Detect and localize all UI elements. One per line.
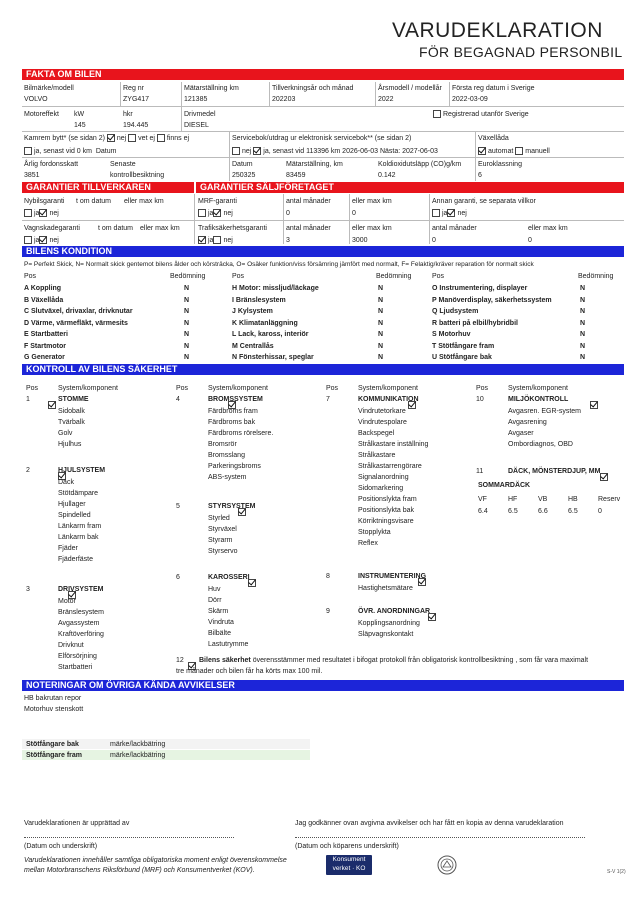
nybil-label: Nybilsgaranti (24, 198, 65, 205)
tread-value-1: 6.4 (478, 508, 488, 515)
nybil-ja-checkbox[interactable] (24, 209, 32, 217)
vagn-nej-checkbox[interactable] (39, 236, 47, 244)
kondition-item-3-6: T Stötfångare fram (432, 342, 495, 350)
kontroll-group-title-2: HJULSYSTEM (58, 467, 106, 474)
annan-antal-label: antal månader (432, 225, 477, 232)
kontroll-item-7-3: Backspegel (358, 430, 395, 437)
value-euro: 6 (478, 172, 482, 179)
kontroll-item-9-1: Kopplingsanordning (358, 620, 420, 627)
kondition-item-2-2: I Bränslesystem (232, 296, 286, 304)
kontroll-item-8-1: Hastighetsmätare (358, 585, 413, 592)
label-latest: Senaste (110, 161, 136, 168)
mrf-choice: ja nej (198, 209, 233, 218)
kamrem-vetej-checkbox[interactable] (128, 134, 136, 142)
kontroll-item-4-7: ABS-system (208, 474, 247, 481)
kontroll-group-number-8: 8 (326, 573, 330, 580)
kondition-item-1-3: C Slutväxel, drivaxlar, drivknutar (24, 308, 133, 315)
annan-choice: ja nej (432, 209, 467, 218)
kondition-rating-1-5: N (184, 331, 190, 338)
tread-value-4: 6.5 (568, 508, 578, 515)
kontroll-group-checkbox-1[interactable] (48, 401, 56, 409)
label-kw: kW (74, 111, 85, 118)
kontroll-item-6-5: Bilbälte (208, 630, 231, 637)
kontroll-item-1-3: Golv (58, 430, 73, 437)
kondition-pos-header-2: Pos (232, 273, 245, 280)
kontroll-pos-header-2: Pos (176, 385, 189, 392)
value-regnr: ZYG417 (123, 96, 150, 103)
note-line-1: HB bakrutan repor (24, 695, 82, 702)
kontroll-item-1-2: Tvärbalk (58, 419, 85, 426)
mrf-months: 0 (286, 210, 290, 217)
nybil-choice: ja nej (24, 209, 59, 218)
value-mileage: 121385 (184, 96, 208, 103)
mrf-max-label: eller max km (352, 198, 392, 205)
item12-text: Bilens säkerhet överensstämmer med resultatet i bifogat protokoll från obligatorisk kontrollbesiktning , som får vara maximalt (199, 657, 589, 664)
kondition-rating-3-1: N (580, 285, 586, 292)
section-header-garanti-tillverkare: GARANTIER TILLVERKAREN (22, 182, 194, 193)
kontroll-item-6-3: Skärm (208, 608, 229, 615)
tread-header-2: HF (508, 496, 518, 503)
kontroll-group-number-3: 3 (26, 586, 30, 593)
kamrem-ja-checkbox[interactable] (24, 147, 32, 155)
tread-value-5: 0 (598, 508, 602, 515)
kondition-rating-2-6: N (378, 342, 384, 350)
kontroll-item-3-3: Avgassystem (58, 620, 100, 627)
kontroll-sys-header-2: System/komponent (208, 385, 268, 392)
kontroll-sys-header-3: System/komponent (358, 385, 418, 392)
kontroll-item-7-10: Positionslykta bak (358, 507, 415, 514)
kontroll-item-6-6: Lastutrymme (208, 641, 249, 648)
label-inspection-km: Mätarställning, km (286, 161, 343, 168)
tread-value-2: 6.5 (508, 508, 518, 515)
kamrem-senast-row: ja, senast vid 0 km Datum (24, 147, 116, 156)
label-manufacture: Tillverkningsår och månad (272, 85, 354, 92)
kondition-rating-1-4: N (184, 319, 190, 327)
kontroll-item-10-1: Avgasren. EGR-system (508, 408, 582, 415)
vagn-choice: ja nej (24, 236, 59, 245)
kontroll-group-title-6: KAROSSERI (208, 574, 250, 581)
value-modelyear: 2022 (378, 96, 394, 103)
kondition-rating-1-3: N (184, 308, 190, 315)
tread-header-5: Reserv (598, 496, 621, 503)
note-line-2: Motorhuv stenskott (24, 706, 84, 713)
kontroll-item-4-4: Bromsrör (208, 441, 237, 448)
kontroll-item-5-3: Styrarm (208, 537, 233, 544)
kondition-pos-header-1: Pos (24, 273, 37, 280)
kondition-rating-3-5: N (580, 331, 586, 338)
annan-nej-checkbox[interactable] (447, 209, 455, 217)
trafik-ja-checkbox[interactable] (198, 236, 206, 244)
kontroll-group-number-7: 7 (326, 396, 330, 403)
nybil-tom-label: t om datum (76, 198, 112, 205)
tread-header-1: VF (478, 496, 487, 503)
gearbox-auto-checkbox[interactable] (478, 147, 486, 155)
note-row-label-1: Stötfångare bak (26, 741, 79, 748)
kontroll-item-5-4: Styrservo (208, 548, 238, 555)
kondition-item-3-3: Q Ljudsystem (432, 308, 479, 315)
kondition-bed-header-1: Bedömning (170, 273, 206, 280)
kontroll-group-title-7: KOMMUNIKATION (358, 396, 419, 403)
kontroll-item-2-7: Fjäder (58, 545, 78, 552)
note-row-label-2: Stötfångare fram (26, 752, 83, 759)
kontroll-item-2-8: Fjäderfäste (58, 556, 94, 563)
kontroll-item-6-2: Dörr (208, 597, 222, 604)
tread-value-3: 6.6 (538, 508, 548, 515)
trafik-months: 3 (286, 237, 290, 244)
label-euro: Euroklassning (478, 161, 522, 168)
kondition-bed-header-2: Bedömning (376, 273, 412, 280)
label-fuel: Drivmedel (184, 111, 216, 118)
kamrem-finnsej-checkbox[interactable] (157, 134, 165, 142)
kontroll-group-number-4: 4 (176, 396, 180, 403)
kontroll-item-4-2: Färdbroms bak (208, 419, 256, 426)
note-row-value-1: märke/lackbätring (110, 741, 166, 748)
document-title: VARUDEKLARATION (392, 19, 603, 42)
kondition-item-2-1: H Motor: missljud/läckage (232, 285, 319, 292)
kondition-item-2-7: N Fönsterhissar, speglar (232, 354, 314, 361)
kontroll-group-title-9: ÖVR. ANORDNINGAR (358, 608, 431, 615)
gearbox-manual-checkbox[interactable] (515, 147, 523, 155)
kontroll-item-4-3: Färdbroms rörelsere. (208, 430, 274, 437)
kondition-item-3-2: P Manöverdisplay, säkerhetssystem (432, 296, 552, 304)
page-reference: S-V 1(2) (607, 869, 626, 875)
seller-signature-line[interactable] (24, 837, 234, 838)
vagn-label: Vagnskadegaranti (24, 225, 80, 232)
kamrem-nej-checkbox[interactable] (107, 134, 115, 142)
kondition-item-2-6: M Centrallås (232, 342, 274, 350)
registered-abroad[interactable]: Registrerad utanför Sverige (433, 110, 529, 119)
kondition-rating-3-7: N (580, 354, 586, 361)
annan-ja-checkbox[interactable] (432, 209, 440, 217)
kontroll-item-9-2: Släpvagnskontakt (358, 631, 414, 638)
section-header-kondition: BILENS KONDITION (22, 246, 624, 257)
vagn-tom-label: t om datum (98, 225, 134, 232)
kontroll-item-7-6: Strålkastarrengörare (358, 463, 422, 470)
kontroll-group-title-11: DÄCK, MÖNSTERDJUP, MM (508, 468, 601, 475)
kontroll-group-title-10: MILJÖKONTROLL (508, 396, 569, 403)
service-row: nej ja, senast vid 113396 km 2026-06-03 Nästa: 2027-06-03 (232, 147, 438, 156)
footer-text-1: Varudeklarationen innehåller samtliga obligatoriska moment enligt överenskommelse (24, 857, 287, 864)
kondition-rating-3-4: N (580, 319, 586, 327)
kontroll-item-6-4: Vindruta (208, 619, 234, 626)
item12-number: 12 (176, 657, 184, 664)
kondition-item-1-2: B Växellåda (24, 296, 64, 304)
section-header-noteringar: NOTERINGAR OM ÖVRIGA KÄNDA AVVIKELSER (22, 680, 624, 691)
footer-text-2: mellan Motorbranschens Riksförbund (MRF) och Konsumentverket (KOV). (24, 867, 255, 874)
kontroll-pos-header-4: Pos (476, 385, 489, 392)
kontroll-item-3-4: Kraftöverföring (58, 631, 104, 638)
kondition-rating-3-3: N (580, 308, 586, 315)
mrf-label: MRF-garanti (198, 198, 237, 205)
kontroll-item-3-7: Startbatteri (58, 664, 93, 671)
nybil-nej-checkbox[interactable] (39, 209, 47, 217)
vagn-ja-checkbox[interactable] (24, 236, 32, 244)
trafik-max-label: eller max km (352, 225, 392, 232)
kondition-rating-2-4: N (378, 319, 384, 327)
label-regnr: Reg nr (123, 85, 145, 92)
kondition-legend: P= Perfekt Skick, N= Normalt skick gentemot bilens ålder och körsträcka, O= Osäker funktion/viss försämring jämfört med normalt, F= Felaktig/kräver reparation för normalt skick (24, 261, 534, 268)
kontroll-item-7-12: Stopplykta (358, 529, 391, 536)
service-ja-checkbox[interactable] (253, 147, 261, 155)
label-inspection-date: Datum (232, 161, 253, 168)
kondition-rating-1-1: N (184, 285, 190, 292)
value-hkr: 194.445 (123, 122, 149, 129)
kondition-item-1-7: G Generator (24, 354, 65, 361)
kontroll-item-1-1: Sidobalk (58, 408, 85, 415)
item12-text2: tre månader och bilen får ha körts max 100 mil. (176, 668, 323, 675)
seller-signature-caption: (Datum och underskrift) (24, 843, 98, 850)
kontroll-item-4-1: Färdbroms fram (208, 408, 258, 415)
kontroll-item-3-2: Bränslesystem (58, 609, 104, 616)
value-co2: 0.142 (378, 172, 396, 179)
kontroll-item-6-1: Huv (208, 586, 221, 593)
seller-signature-label: Varudeklarationen är upprättad av (24, 820, 130, 827)
kontroll-group-number-10: 10 (476, 396, 484, 403)
kontroll-item-7-9: Positionslykta fram (358, 496, 417, 503)
kontroll-group-number-6: 6 (176, 574, 180, 581)
kontroll-group-title-1: STOMME (58, 396, 89, 403)
buyer-signature-label: Jag godkänner ovan avgivna avvikelser och har fått en kopia av denna varudeklaration (295, 820, 564, 827)
kontroll-item-10-2: Avgasrening (508, 419, 547, 426)
gearbox-label: Växellåda (478, 135, 509, 142)
kondition-item-1-5: E Startbatteri (24, 331, 68, 338)
kontroll-item-4-6: Parkeringsbroms (208, 463, 261, 470)
kontroll-item-2-4: Spindelled (58, 512, 91, 519)
value-kw: 145 (74, 122, 86, 129)
annan-max-label: eller max km (528, 225, 568, 232)
vagn-max-label: eller max km (140, 225, 180, 232)
kontroll-item-4-5: Bromsslang (208, 452, 245, 459)
label-tax: Årlig fordonsskatt (24, 161, 79, 168)
trafik-antal-label: antal månader (286, 225, 331, 232)
kondition-bed-header-3: Bedömning (578, 273, 614, 280)
service-nej-checkbox[interactable] (232, 147, 240, 155)
kondition-item-3-7: U Stötfångare bak (432, 354, 492, 361)
nybil-max-label: eller max km (124, 198, 164, 205)
kontroll-item-1-4: Hjulhus (58, 441, 82, 448)
kontroll-group-number-2: 2 (26, 467, 30, 474)
value-inspection-date: 250325 (232, 172, 256, 179)
annan-months: 0 (432, 237, 436, 244)
kontroll-group-title-3: DRIVSYSTEM (58, 586, 104, 593)
kontroll-item-2-1: Däck (58, 479, 74, 486)
kontroll-item-3-1: Motor (58, 598, 76, 605)
document-subtitle: FÖR BEGAGNAD PERSONBIL (419, 44, 623, 60)
kontroll-group-number-1: 1 (26, 396, 30, 403)
value-fuel: DIESEL (184, 122, 209, 129)
tread-header-3: VB (538, 496, 548, 503)
tread-header-4: HB (568, 496, 578, 503)
sommardack-label: SOMMARDÄCK (478, 482, 531, 489)
kontroll-pos-header-3: Pos (326, 385, 339, 392)
kontroll-item-7-13: Reflex (358, 540, 378, 547)
section-header-fakta: FAKTA OM BILEN (22, 69, 624, 80)
section-header-garanti-saljare: GARANTIER SÄLJFÖRETAGET (196, 182, 624, 193)
kondition-pos-header-3: Pos (432, 273, 445, 280)
kontroll-item-10-4: Ombordiagnos, OBD (508, 441, 573, 448)
buyer-signature-line[interactable] (295, 837, 585, 838)
value-manufacture: 202203 (272, 96, 296, 103)
kondition-rating-3-6: N (580, 342, 586, 350)
trafik-choice: ja nej (198, 236, 233, 245)
kondition-item-1-4: D Värme, värmefläkt, värmesits (24, 319, 128, 327)
trafik-label: Trafiksäkerhetsgaranti (198, 225, 267, 232)
kontroll-group-checkbox-10[interactable] (590, 401, 598, 409)
buyer-signature-caption: (Datum och köparens underskrift) (295, 843, 399, 850)
value-brand: VOLVO (24, 96, 48, 103)
kontroll-group-title-4: BROMSSYSTEM (208, 396, 263, 403)
kontroll-item-3-5: Drivknut (58, 642, 84, 649)
kontroll-group-number-9: 9 (326, 608, 330, 615)
value-tax: 3851 (24, 172, 40, 179)
mrf-seal-icon (437, 855, 457, 880)
value-inspection-km: 83459 (286, 172, 306, 179)
label-mileage: Mätarställning km (184, 85, 239, 92)
mrf-km: 0 (352, 210, 356, 217)
kontroll-item-2-6: Länkarm bak (58, 534, 99, 541)
note-row-value-2: märke/lackbätring (110, 752, 166, 759)
kontroll-item-7-11: Körriktningsvisare (358, 518, 414, 525)
trafik-km: 3000 (352, 237, 368, 244)
trafik-nej-checkbox[interactable] (213, 236, 221, 244)
kontroll-item-7-7: Signalanordning (358, 474, 409, 481)
value-latest: kontrollbesiktning (110, 172, 165, 179)
kontroll-group-title-5: STYRSYSTEM (208, 503, 256, 510)
mrf-antal-label: antal månader (286, 198, 331, 205)
kamrem-row: Kamrem bytt* (se sidan 2) nej vet ej finns ej (24, 135, 190, 142)
kontroll-sys-header-4: System/komponent (508, 385, 568, 392)
kondition-rating-2-3: N (378, 308, 384, 315)
kontroll-group-number-11: 11 (476, 468, 484, 475)
kondition-item-2-3: J Kylsystem (232, 308, 273, 315)
kondition-item-3-4: R batteri på elbil/hybridbil (432, 319, 518, 327)
kondition-rating-3-2: N (580, 296, 586, 304)
kontroll-item-7-4: Strålkastare inställning (358, 441, 429, 448)
kondition-item-1-6: F Startmotor (24, 342, 66, 350)
label-modelyear: Årsmodell / modellår (378, 85, 442, 92)
kontroll-item-3-6: Elförsörjning (58, 653, 97, 660)
kondition-item-2-4: K Klimatanläggning (232, 319, 298, 327)
kontroll-group-checkbox-11[interactable] (600, 473, 608, 481)
kontroll-group-title-8: INSTRUMENTERING (358, 573, 427, 580)
label-firstreg: Första reg datum i Sverige (452, 85, 535, 92)
kontroll-pos-header-1: Pos (26, 385, 39, 392)
kondition-rating-1-6: N (184, 342, 190, 350)
kontroll-item-5-2: Styrväxel (208, 526, 237, 533)
section-header-kontroll: KONTROLL AV BILENS SÄKERHET (22, 364, 624, 375)
annan-km: 0 (528, 237, 532, 244)
kontroll-item-2-3: Hjullager (58, 501, 86, 508)
kontroll-item-2-5: Länkarm fram (58, 523, 102, 530)
kondition-rating-2-7: N (378, 354, 384, 361)
kontroll-item-2-2: Stötdämpare (58, 490, 99, 497)
kondition-item-2-5: L Lack, kaross, interiör (232, 331, 309, 338)
label-power: Motoreffekt (24, 111, 59, 118)
kontroll-sys-header-1: System/komponent (58, 385, 118, 392)
label-co2: Koldioxidutsläpp (CO)g/km (378, 161, 462, 168)
kontroll-group-number-5: 5 (176, 503, 180, 510)
konsumentverket-logo: Konsument verket · KO (326, 855, 372, 875)
kontroll-item-7-2: Vindrutespolare (358, 419, 407, 426)
kondition-rating-1-2: N (184, 296, 190, 304)
service-label: Servicebok/utdrag ur elektronisk servicebok** (se sidan 2) (232, 135, 412, 142)
kondition-rating-1-7: N (184, 354, 190, 361)
gearbox-row: automat manuell (478, 147, 550, 156)
kondition-item-1-1: A Koppling (24, 285, 62, 292)
registered-abroad-checkbox[interactable] (433, 110, 441, 118)
kontroll-item-7-8: Sidomarkering (358, 485, 404, 492)
label-hkr: hkr (123, 111, 133, 118)
kontroll-item-10-3: Avgaser (508, 430, 534, 437)
kondition-item-3-1: O Instrumentering, displayer (432, 285, 528, 292)
label-brand: Bilmärke/modell (24, 85, 74, 92)
mrf-ja-checkbox[interactable] (198, 209, 206, 217)
kontroll-item-7-1: Vindrutetorkare (358, 408, 406, 415)
kontroll-item-5-1: Styrled (208, 515, 230, 522)
kontroll-item-7-5: Strålkastare (358, 452, 396, 459)
value-firstreg: 2022-03-09 (452, 96, 488, 103)
kondition-rating-2-1: N (378, 285, 384, 292)
mrf-nej-checkbox[interactable] (213, 209, 221, 217)
annan-label: Annan garanti, se separata villkor (432, 198, 536, 205)
kondition-item-3-5: S Motorhuv (432, 331, 471, 338)
kondition-rating-2-5: N (378, 331, 384, 338)
kondition-rating-2-2: N (378, 296, 384, 304)
